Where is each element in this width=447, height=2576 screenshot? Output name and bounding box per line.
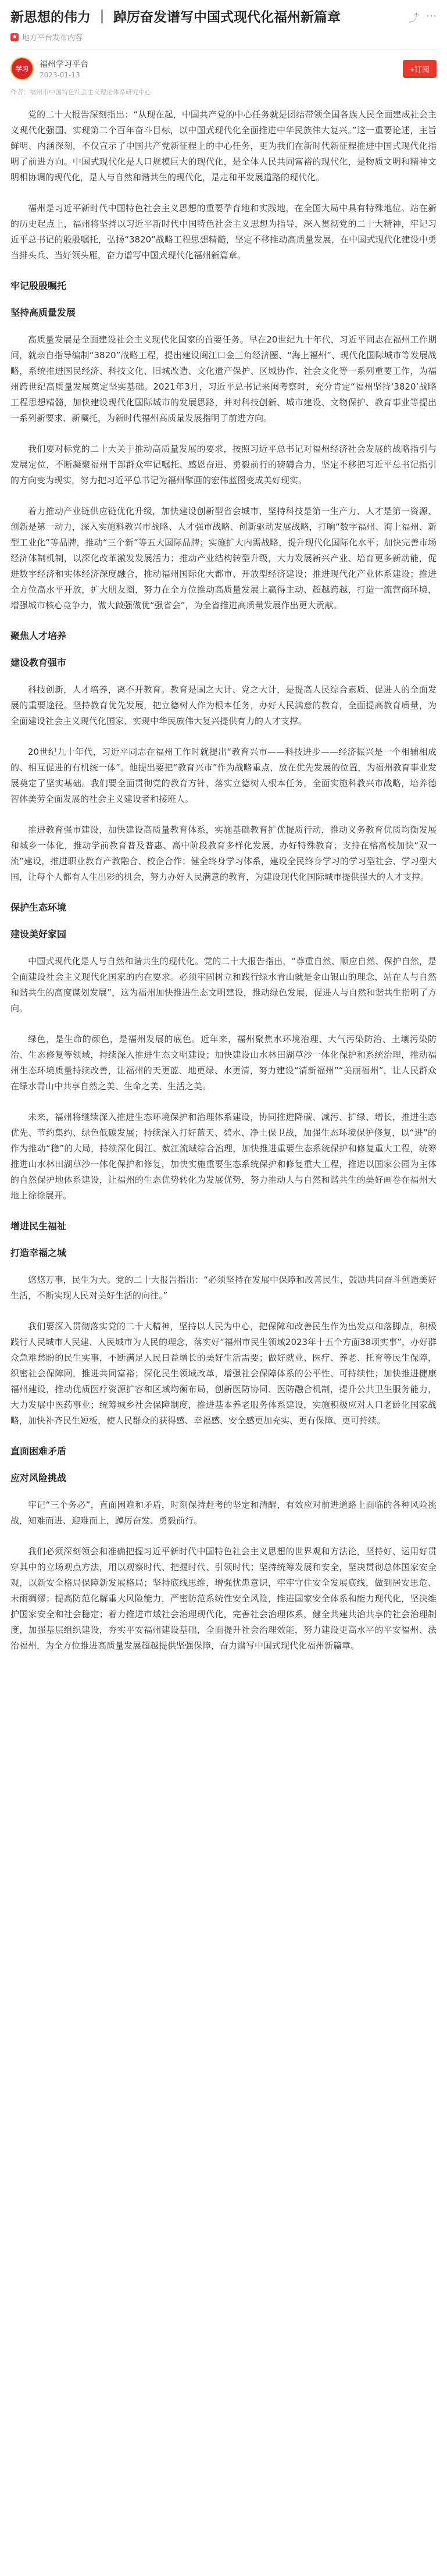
section-subheading: 坚持高质量发展: [10, 307, 76, 318]
section-heading: 聚焦人才培养: [10, 630, 67, 641]
author-name[interactable]: 福州学习平台: [40, 60, 88, 69]
section-heading: 增进民生福祉: [10, 1221, 67, 1232]
paragraph: 党的二十大报告深刻指出：“从现在起，中国共产党的中心任务就是团结带领全国各族人民全面建成社会主义现代化强国、实现第二个百年奋斗目标，以中国式现代化全面推进中华民族伟大复兴。”这一重要论述，主旨鲜明、内涵深刻，不仅宣示了中国共产党新征程上的中心任务，更为我们在新时代新征程推进中国式现代化指明了前进方向。中国式现代化是人口规模巨大的现代化，是全体人民共同富裕的现代化，是物质文明和精神文明相协调的现代化，是人与自然和谐共生的现代化，是走和平发展道路的现代化。: [10, 109, 437, 183]
follow-button[interactable]: +订阅: [403, 60, 437, 78]
paragraph: 悠悠万事，民生为大。党的二十大报告指出：“必须坚持在发展中保障和改善民生，鼓励共同奋斗创造美好生活，不断实现人民对美好生活的向往。”: [10, 1275, 437, 1301]
avatar[interactable]: 学习: [10, 57, 34, 80]
paragraph: 中国式现代化是人与自然和谐共生的现代化。党的二十大报告指出，“尊重自然、顺应自然、保护自然，是全面建设社会主义现代化国家的内在要求。必须牢固树立和践行绿水青山就是金山银山的理念，站在人与自然和谐共生的高度谋划发展”，这为福州加快推进生态文明建设，推动绿色发展，促进人与自然和谐共生指明了方向。: [10, 956, 437, 1014]
paragraph: 我们要对标党的二十大关于推动高质量发展的要求，按照习近平总书记对福州经济社会发展的战略指引与发展定位，不断凝聚福州干部群众牢记嘱托、感恩奋进、勇毅前行的磅礴合力，坚定不移把习近平总书记指引的方向变为现实，努力把习近平总书记为福州擘画的宏伟蓝图变成美好现实。: [10, 444, 437, 486]
more-icon[interactable]: ⋯: [426, 10, 437, 22]
share-icon[interactable]: ⤴: [409, 12, 419, 24]
paragraph: 我们必须深刻领会和准确把握习近平新时代中国特色社会主义思想的世界观和方法论，坚持好、运用好贯穿其中的立场观点方法，用以观察时代、把握时代、引领时代；坚持统筹发展和安全，坚决贯彻总体国家安全观，以新安全格局保障新发展格局；坚持底线思维，增强忧患意识，牢牢守住安全发展底线，做到居安思危、未雨绸缪；提高防范化解重大风险能力，严密防范系统性安全风险，推进国家安全体系和能力现代化，坚决维护国家安全和社会稳定；着力推进市域社会治理现代化，完善社会治理体系，健全共建共治共享的社会治理制度，加强基层组织建设，夯实平安福州建设基础，全面提升社会治理效能，努力建设更高水平的平安福州、法治福州，为全方位推进高质量发展超越提供坚强保障，奋力谱写中国式现代化福州新篇章。: [10, 1546, 437, 1651]
author-date: 2023-01-13: [40, 71, 80, 79]
paragraph: 科技创新，人才培养，离不开教育。教育是国之大计、党之大计，是提高人民综合素质、促进人的全面发展的重要途径。坚持教育优先发展，把立德树人作为根本任务，办好人民满意的教育，全面提高教育质量，为全面建设社会主义现代化国家、实现中华民族伟大复兴提供有力的人才支撑。: [10, 684, 437, 726]
title-actions: [409, 10, 437, 25]
paragraph: 绿色，是生命的颜色，是福州发展的底色。近年来，福州聚焦水环境治理、大气污染防治、土壤污染防治、生态修复等领域，持续深入推进生态文明建设；加快建设山水林田湖草沙一体化保护和系统治理，推动福州生态环境质量持续改善，让福州的天更蓝、地更绿、水更清，努力建设“清新福州”“美丽福州”，让人民群众在绿水青山中共享自然之美、生命之美、生活之美。: [10, 1034, 437, 1091]
article-title: 新思想的伟力 ｜ 踔厉奋发谱写中国式现代化福州新篇章: [10, 10, 341, 25]
section-subheading: 打造幸福之城: [10, 1247, 67, 1258]
section-heading: 保护生态环境: [10, 902, 67, 913]
author-row: [10, 50, 437, 86]
platform-icon: ★: [10, 33, 19, 41]
paragraph: 未来，福州将继续深入推进生态环境保护和治理体系建设，协同推进降碳、减污、扩绿、增长，推进生态优先、节约集约、绿色低碳发展；持续深入打好蓝天、碧水、净土保卫战，加强生态环境保护修复，以“进”的作为推动“稳”的大局，持续深化闽江、敖江流域综合治理，加快推进重要生态系统保护和修复重大工程，统筹推进山水林田湖草沙一体化保护和修复，加快实施重要生态系统保护和修复重大工程，推进以国家公园为主体的自然保护地体系建设，让福州的生态优势转化为发展优势，努力推动人与自然和谐共生的美好画卷在福州大地上徐徐展开。: [10, 1112, 437, 1201]
section-subheading: 建设教育强市: [10, 657, 67, 668]
section-heading: 直面困难矛盾: [10, 1446, 67, 1457]
paragraph: 推进教育强市建设，加快建设高质量教育体系，实施基础教育扩优提质行动，推动义务教育优质均衡发展和城乡一体化，推动学前教育普及普惠、高中阶段教育多样化发展，办好特殊教育；支持在榕高校加快“双一流”建设，推进职业教育产教融合、校企合作；健全终身学习体系，建设全民终身学习的学习型社会、学习型大国，让每个人都有人生出彩的机会，努力办好人民满意的教育，为建设现代化国际城市提供强大的人才支撑。: [10, 825, 437, 882]
section-subheading: 建设美好家园: [10, 929, 67, 940]
section-subheading: 应对风险挑战: [10, 1472, 67, 1483]
section-heading: 牢记殷殷嘱托: [10, 280, 67, 291]
paragraph: 高质量发展是全面建设社会主义现代化国家的首要任务。早在20世纪九十年代，习近平同志在福州工作期间，就亲自指导编制“3820”战略工程，提出建设闽江口金三角经济圈、“海上福州”、现代化国际城市等发展战略，系统推进国民经济、科技文化、旧城改造、文化遗产保护、区域协作、社会文化等一系列重要工作，为福州跨世纪高质量发展奠定坚实基础。2021年3月，习近平总书记来闽考察时，充分肯定“福州坚持‘3820’战略工程思想精髓，加快建设现代化国际城市的发展思路，并对科技创新、城市建设、文物保护、教育事业等提出一系列新要求、新嘱托，为新时代福州高质量发展指明了前进方向。: [10, 334, 437, 423]
paragraph: 20世纪九十年代，习近平同志在福州工作时就提出“教育兴市——科技进步——经济振兴是一个相辅相成的、相互促进的有机统一体”。他提出要把“教育兴市”作为战略重点，放在优先发展的位置，为福州教育事业发展奠定了坚实基础。我们要全面贯彻党的教育方针，落实立德树人根本任务，全面实施科教兴市战略，培养德智体美劳全面发展的社会主义建设者和接班人。: [10, 747, 437, 804]
source-row: [10, 31, 437, 50]
paragraph: 牢记“三个务必”，直面困难和矛盾，时刻保持赶考的坚定和清醒，有效应对前进道路上面临的各种风险挑战，知难而进、迎难而上，踔厉奋发、勇毅前行。: [10, 1500, 437, 1526]
paragraph: 福州是习近平新时代中国特色社会主义思想的重要孕育地和实践地，在全国大局中具有特殊地位。站在新的历史起点上，福州将坚持以习近平新时代中国特色社会主义思想为指导，深入贯彻党的二十大精神，牢记习近平总书记的殷殷嘱托，弘扬“3820”战略工程思想精髓，坚定不移推动高质量发展，在中国式现代化建设中勇当排头兵、当好领头雁，奋力谱写中国式现代化福州新篇章。: [10, 203, 437, 261]
source-label: 地方平台发布内容: [22, 34, 83, 42]
title-row: [10, 0, 437, 31]
author-note: 作者：福州市中国特色社会主义理论体系研究中心: [10, 88, 151, 96]
author-meta: [40, 58, 403, 79]
paragraph: 着力推动产业链供应链优化升级，加快建设创新型省会城市，坚持科技是第一生产力、人才是第一资源、创新是第一动力，深入实施科教兴市战略、人才强市战略、创新驱动发展战略，打响“数字福州、海上福州、新型工业化”等品牌，推动“三个新”等五大国际品牌；实施扩大内需战略，提升现代化国际化水平；加快完善市场经济体制机制，以深化改革激发发展活力；推动产业结构转型升级，大力发展新兴产业、培育更多新动能，促进数字经济和实体经济深度融合，推动福州国际化大都市、开放型经济建设；推进现代化产业体系建设；推进全方位高水平开放，扩大朋友圈，努力在全方位推动高质量发展上赢得主动、超越跨越，打造一流营商环境，增强城市核心竞争力，做大做强做优“强省会”，为全省推进高质量发展作出更大贡献。: [10, 506, 437, 611]
paragraph: 我们要深入贯彻落实党的二十大精神，坚持以人民为中心，把保障和改善民生作为出发点和落脚点，积极践行人民城市人民建、人民城市为人民的理念，落实好“福州市民生领域2023年十五个方面38项实事”，办好群众急难愁盼的民生实事，不断满足人民日益增长的美好生活需要；做好就业、医疗、养老、托育等民生保障，织密社会保障网，推进共同富裕；深化民生领域改革，增强社会保障体系的公平性、可持续性；加快推进健康福州建设，推动优质医疗资源扩容和区域均衡布局，创新医防协同、医防融合机制，提升公共卫生服务能力，大力发展中医药事业；统筹城乡社会保障制度，推进基本养老服务体系建设，实施积极应对人口老龄化国家战略，加快补齐民生短板，使人民群众的获得感、幸福感、安全感更加充实、更有保障、更可持续。: [10, 1321, 437, 1426]
article-content: [10, 107, 437, 1654]
